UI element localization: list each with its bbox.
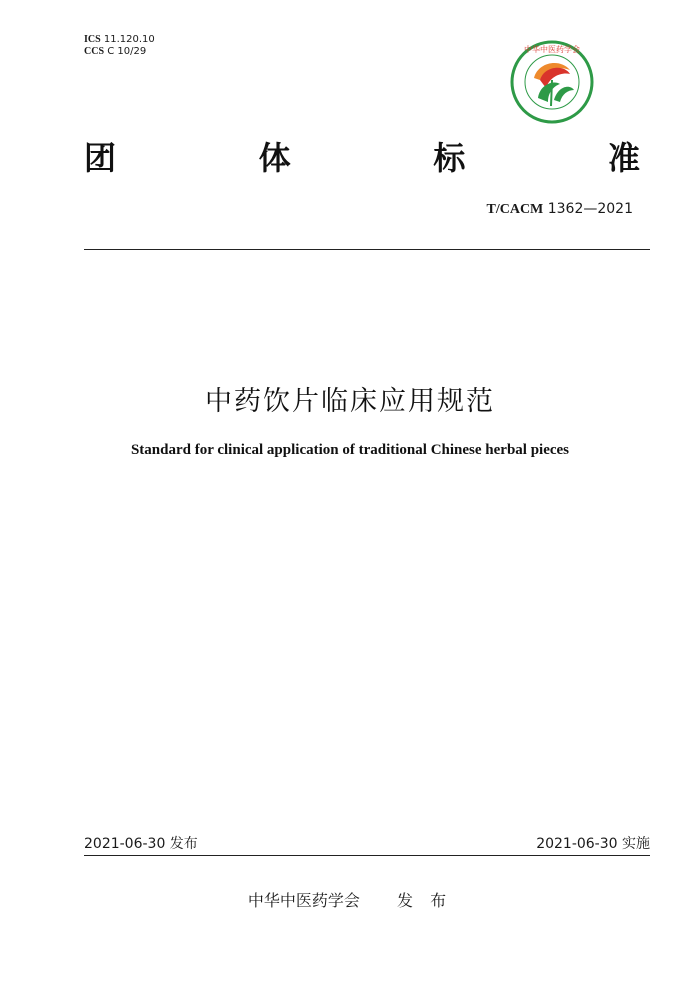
ccs-label: CCS: [84, 46, 105, 57]
ccs-value: C 10/29: [107, 46, 147, 57]
title-english: Standard for clinical application of traditional Chinese herbal pieces: [130, 442, 570, 458]
bottom-divider: [84, 855, 650, 856]
release-date: 2021-06-30 发布: [84, 836, 198, 852]
publisher-line: [0, 888, 700, 911]
implementation-date: 2021-06-30 实施: [536, 836, 650, 852]
standard-number-value: 1362—2021: [547, 201, 633, 217]
standard-number-prefix: T/CACM: [486, 202, 544, 217]
ics-value: 11.120.10: [103, 34, 155, 45]
logo-text: 中华中医药学会: [524, 45, 580, 54]
standard-type-heading: [84, 134, 640, 178]
standard-type-char-4: 准: [607, 139, 640, 177]
association-logo: [510, 40, 594, 124]
standard-type-char-1: 团: [84, 139, 117, 177]
standard-type-char-3: 标: [433, 139, 466, 177]
top-divider: [84, 249, 650, 250]
standard-number: [487, 201, 634, 218]
ics-label: ICS: [84, 34, 101, 45]
standard-type-char-2: 体: [258, 139, 291, 177]
ics-code: [84, 34, 155, 46]
ccs-code: [84, 46, 155, 58]
title-chinese: 中药饮片临床应用规范: [205, 386, 495, 417]
classification-codes: [84, 34, 155, 58]
publisher-action: 发 布: [397, 891, 453, 910]
publisher-name: 中华中医药学会: [247, 891, 360, 910]
